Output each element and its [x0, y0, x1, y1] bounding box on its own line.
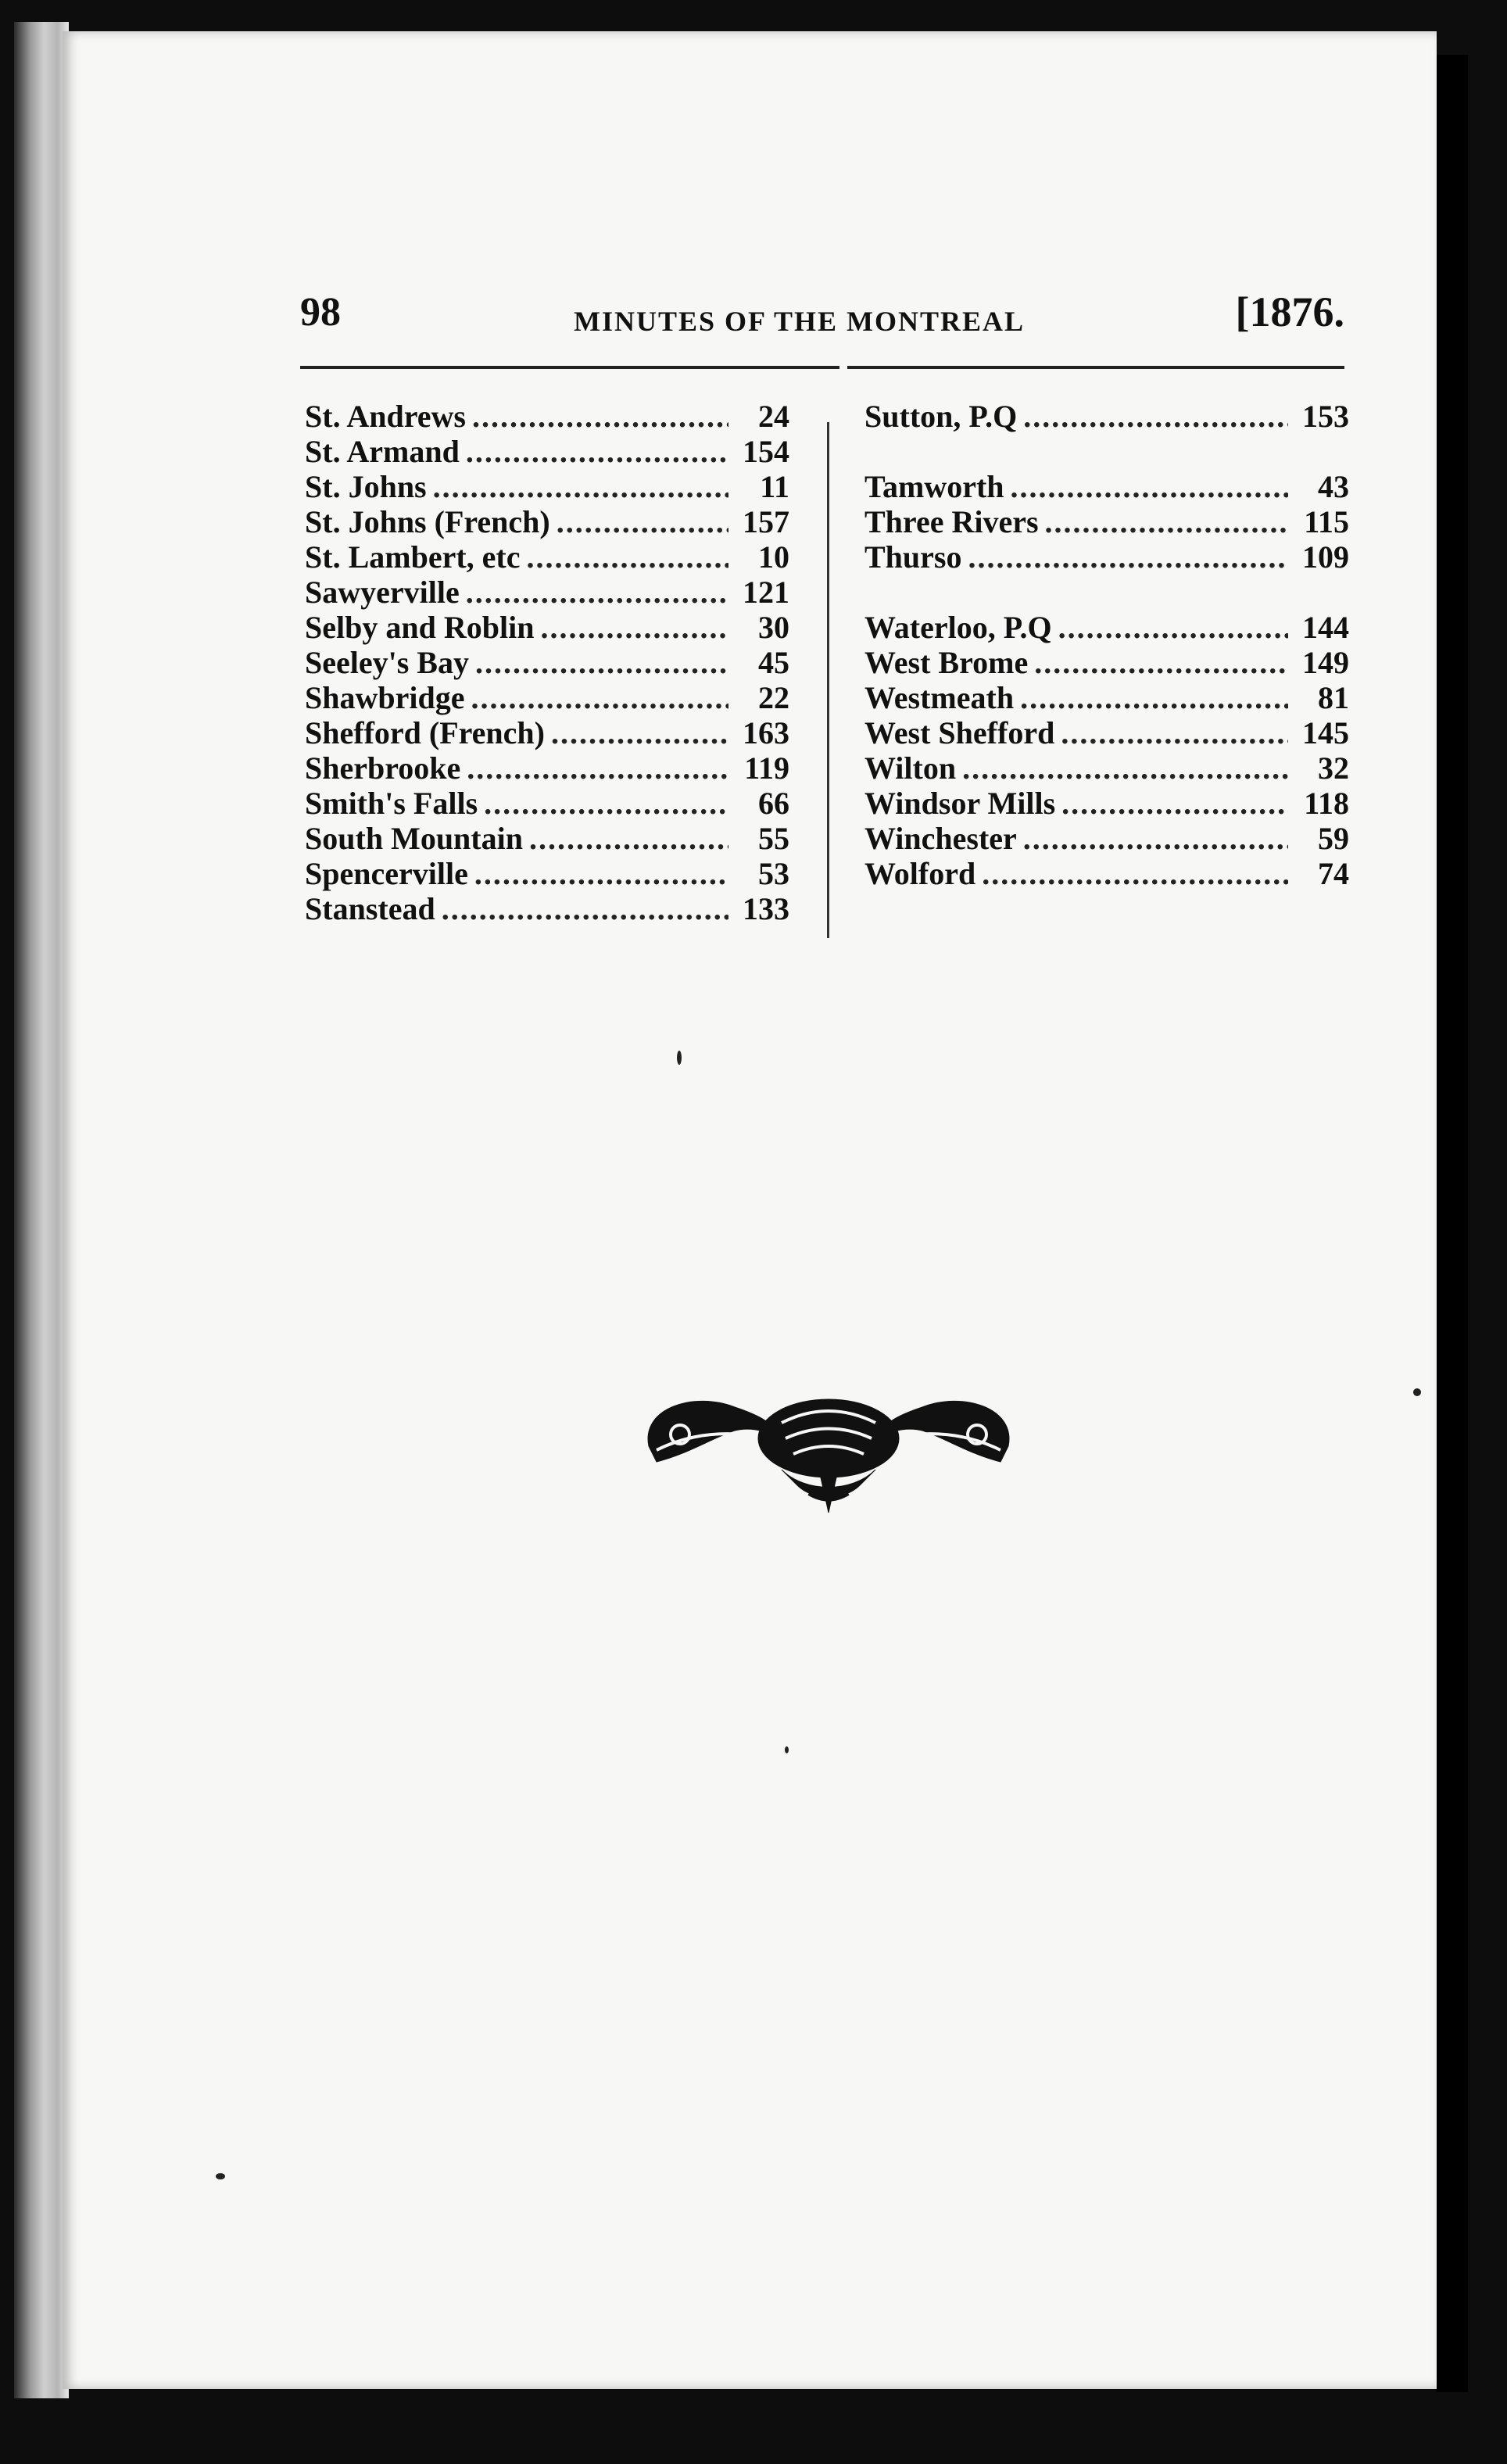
entry-name: Thurso — [864, 539, 962, 575]
leader-dots — [442, 891, 728, 926]
entry-name: Wolford — [864, 856, 976, 891]
leader-dots — [472, 399, 728, 434]
leader-dots — [529, 821, 728, 856]
entry-name: Sawyerville — [305, 575, 460, 610]
entry-page: 45 — [758, 645, 789, 680]
index-entry — [305, 504, 789, 539]
entry-page: 133 — [743, 891, 789, 926]
index-entry — [864, 856, 1349, 891]
entry-page: 153 — [1302, 399, 1349, 434]
page-number: 98 — [300, 290, 341, 335]
entry-page: 32 — [1318, 750, 1349, 786]
entry-name: Shefford (French) — [305, 715, 545, 750]
entry-name: Selby and Roblin — [305, 610, 535, 645]
entry-page: 59 — [1318, 821, 1349, 856]
index-entry — [305, 575, 789, 610]
entry-name: St. Johns (French) — [305, 504, 550, 539]
entry-page: 24 — [758, 399, 789, 434]
year-marker: [1876. — [1235, 288, 1344, 335]
leader-dots — [1058, 610, 1288, 645]
leader-dots — [982, 856, 1288, 891]
group-spacer — [864, 434, 1349, 469]
entry-page: 154 — [743, 434, 789, 469]
index-entry — [864, 680, 1349, 715]
entry-name: Wilton — [864, 750, 957, 786]
entry-page: 74 — [1318, 856, 1349, 891]
entry-name: Sutton, P.Q — [864, 399, 1018, 434]
entry-name: South Mountain — [305, 821, 523, 856]
leader-dots — [1011, 469, 1288, 504]
entry-page: 144 — [1302, 610, 1349, 645]
index-entry — [864, 821, 1349, 856]
index-entry — [305, 786, 789, 821]
index-entry — [305, 680, 789, 715]
leader-dots — [475, 645, 728, 680]
group-spacer — [864, 575, 1349, 610]
entry-page: 30 — [758, 610, 789, 645]
book-page-edges — [14, 22, 69, 2398]
entry-page: 109 — [1302, 539, 1349, 575]
index-entry — [864, 539, 1349, 575]
leader-dots — [551, 715, 728, 750]
index-entry — [864, 504, 1349, 539]
leader-dots — [1034, 645, 1288, 680]
leader-dots — [471, 680, 729, 715]
entry-page: 118 — [1304, 786, 1349, 821]
index-entry — [864, 786, 1349, 821]
index-entry — [305, 715, 789, 750]
leader-dots — [1023, 821, 1288, 856]
leader-dots — [1023, 399, 1288, 434]
index-entry — [305, 856, 789, 891]
index-entry — [864, 750, 1349, 786]
entry-name: St. Johns — [305, 469, 427, 504]
index-entry — [305, 469, 789, 504]
leader-dots — [557, 504, 728, 539]
column-divider — [827, 422, 829, 938]
leader-dots — [1061, 786, 1288, 821]
entry-name: Tamworth — [864, 469, 1004, 504]
entry-name: Waterloo, P.Q — [864, 610, 1052, 645]
book-page — [63, 31, 1437, 2389]
entry-page: 115 — [1304, 504, 1349, 539]
entry-page: 145 — [1302, 715, 1349, 750]
index-entry — [864, 610, 1349, 645]
entry-name: St. Andrews — [305, 399, 466, 434]
leader-dots — [1020, 680, 1288, 715]
entry-name: Smith's Falls — [305, 786, 478, 821]
entry-page: 149 — [1302, 645, 1349, 680]
print-speck — [677, 1051, 682, 1065]
entry-name: Windsor Mills — [864, 786, 1056, 821]
index-entry — [305, 891, 789, 926]
index-column-right — [864, 399, 1349, 891]
leader-dots — [968, 539, 1289, 575]
entry-page: 119 — [744, 750, 789, 786]
entry-name: Winchester — [864, 821, 1017, 856]
index-entry — [305, 610, 789, 645]
entry-page: 22 — [758, 680, 789, 715]
entry-name: Westmeath — [864, 680, 1015, 715]
leader-dots — [540, 610, 728, 645]
entry-page: 163 — [743, 715, 789, 750]
leader-dots — [962, 750, 1288, 786]
entry-page: 11 — [760, 469, 789, 504]
entry-name: West Shefford — [864, 715, 1055, 750]
entry-name: Spencerville — [305, 856, 468, 891]
index-entry — [305, 645, 789, 680]
leader-dots — [466, 434, 728, 469]
leader-dots — [1061, 715, 1288, 750]
index-column-left — [305, 399, 789, 926]
entry-page: 121 — [743, 575, 789, 610]
entry-name: St. Lambert, etc — [305, 539, 521, 575]
header-rule-right — [847, 366, 1344, 369]
print-speck — [1413, 1388, 1421, 1396]
leader-dots — [466, 575, 728, 610]
entry-page: 43 — [1318, 469, 1349, 504]
page-header — [300, 281, 1344, 344]
index-entry — [864, 469, 1349, 504]
entry-name: West Brome — [864, 645, 1029, 680]
leader-dots — [474, 856, 728, 891]
entry-page: 10 — [758, 539, 789, 575]
entry-name: St. Armand — [305, 434, 460, 469]
entry-name: Three Rivers — [864, 504, 1039, 539]
index-entry — [305, 434, 789, 469]
print-speck — [785, 1746, 789, 1753]
entry-page: 53 — [758, 856, 789, 891]
scan-border — [1437, 55, 1468, 2392]
entry-name: Sherbrooke — [305, 750, 461, 786]
leader-dots — [1045, 504, 1288, 539]
index-entry — [864, 715, 1349, 750]
index-entry — [305, 399, 789, 434]
header-rule-left — [300, 366, 839, 369]
index-entry — [864, 399, 1349, 434]
entry-name: Stanstead — [305, 891, 435, 926]
entry-page: 81 — [1318, 680, 1349, 715]
index-entry — [864, 645, 1349, 680]
entry-name: Shawbridge — [305, 680, 465, 715]
print-speck — [216, 2173, 225, 2179]
leader-dots — [467, 750, 728, 786]
running-head: MINUTES OF THE MONTREAL — [574, 306, 1026, 337]
index-entry — [305, 821, 789, 856]
leader-dots — [526, 539, 728, 575]
index-entry — [305, 750, 789, 786]
index-entry — [305, 539, 789, 575]
printers-ornament — [625, 1376, 1032, 1517]
entry-page: 157 — [743, 504, 789, 539]
entry-name: Seeley's Bay — [305, 645, 469, 680]
entry-page: 55 — [758, 821, 789, 856]
leader-dots — [484, 786, 728, 821]
leader-dots — [433, 469, 728, 504]
entry-page: 66 — [758, 786, 789, 821]
